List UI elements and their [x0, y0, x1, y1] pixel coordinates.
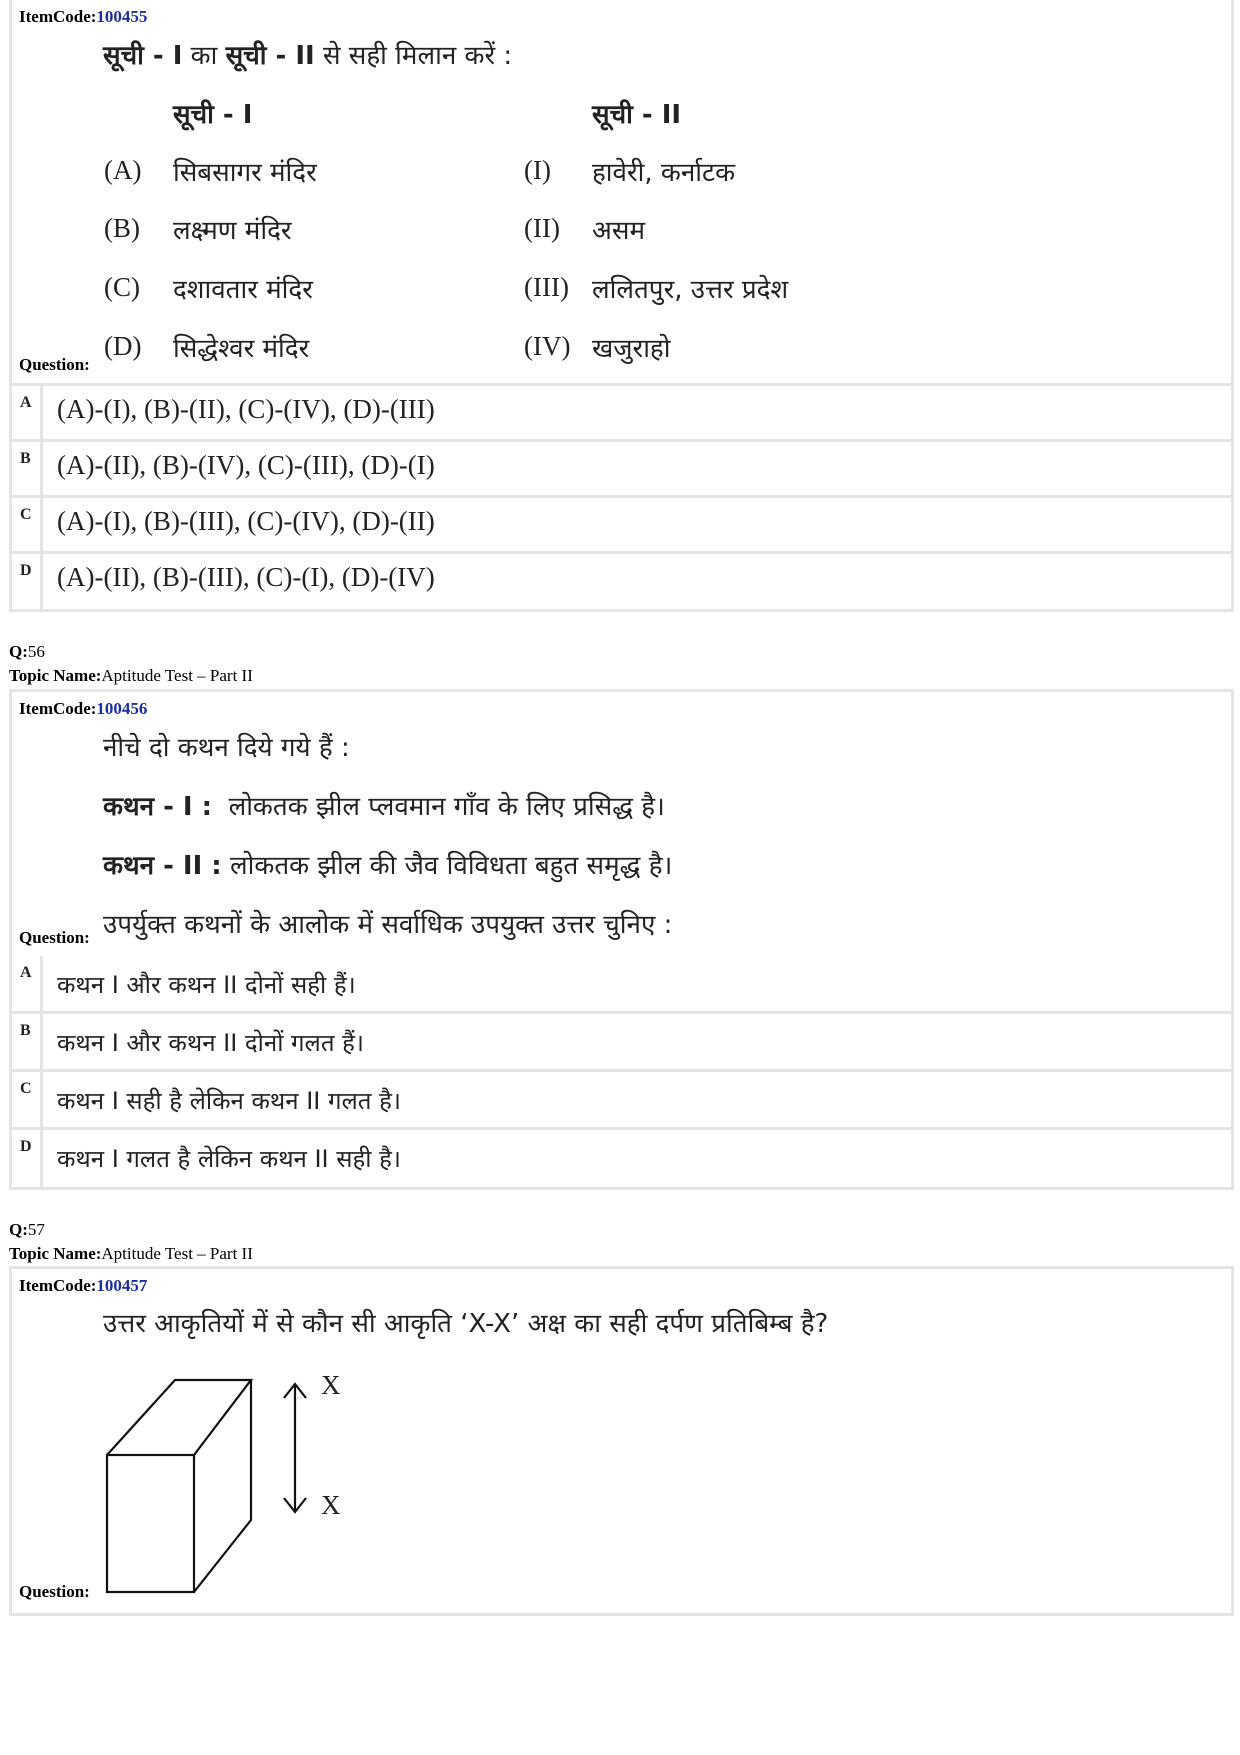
q55-list2-key: (III) — [524, 272, 569, 302]
q55-list2-text: ललितपुर, उत्तर प्रदेश — [592, 275, 789, 305]
q57-cuboid-figure — [95, 1370, 355, 1600]
option-text: (A)-(I), (B)-(II), (C)-(IV), (D)-(III) — [57, 394, 435, 424]
q56-item-code: ItemCode:100456 — [19, 699, 148, 718]
q56-statement-2: कथन - II : लोकतक झील की जैव विविधता बहुत समृद्ध है। — [103, 851, 673, 881]
cuboid-front-face — [107, 1455, 194, 1592]
q55-list1-text: सिद्धेश्वर मंदिर — [173, 334, 310, 364]
q55-list1-text: दशावतार मंदिर — [173, 275, 313, 305]
q55-list1-key: (D) — [104, 331, 142, 361]
option-text: कथन I और कथन II दोनों सही हैं। — [57, 971, 356, 999]
option-letter: D — [20, 562, 32, 579]
q57-axis-label-top: X — [321, 1370, 341, 1400]
q55-option-c[interactable] — [9, 498, 1234, 554]
q57-prompt: उत्तर आकृतियों में से कौन सी आकृति ‘X-X’ अक्ष का सही दर्पण प्रतिबिम्ब है? — [103, 1309, 829, 1339]
q55-list2-heading: सूची - II — [592, 100, 682, 130]
option-text: (A)-(II), (B)-(IV), (C)-(III), (D)-(I) — [57, 450, 435, 480]
cuboid-top-face — [107, 1380, 251, 1455]
q56-statement-1: कथन - I : लोकतक झील प्लवमान गाँव के लिए प्रसिद्ध है। — [103, 792, 665, 822]
q57-item-code: ItemCode:100457 — [19, 1276, 148, 1295]
option-letter: C — [20, 1080, 32, 1097]
q55-option-a[interactable] — [9, 386, 1234, 442]
option-divider — [40, 1072, 43, 1127]
q57-number: Q:57 — [9, 1220, 45, 1239]
q55-list2-text: खजुराहो — [592, 334, 671, 364]
option-text: कथन I और कथन II दोनों गलत हैं। — [57, 1029, 364, 1057]
q55-list1-key: (C) — [104, 272, 140, 302]
option-letter: A — [20, 964, 32, 981]
option-text: कथन I सही है लेकिन कथन II गलत है। — [57, 1087, 401, 1115]
option-divider — [40, 554, 43, 609]
q55-list2-text: असम — [592, 216, 645, 246]
q55-list2-text: हावेरी, कर्नाटक — [592, 158, 736, 188]
option-letter: D — [20, 1138, 32, 1155]
q57-question-label: Question: — [19, 1582, 90, 1601]
q55-list2-key: (IV) — [524, 331, 571, 361]
q56-question-label: Question: — [19, 928, 90, 947]
q55-list1-heading: सूची - I — [173, 100, 253, 130]
option-text: कथन I गलत है लेकिन कथन II सही है। — [57, 1145, 401, 1173]
option-divider — [40, 1130, 43, 1187]
option-letter: A — [20, 394, 32, 411]
q56-number: Q:56 — [9, 642, 45, 661]
cuboid-side-face — [194, 1380, 251, 1592]
option-letter: B — [20, 450, 31, 467]
q56-option-d[interactable] — [9, 1130, 1234, 1190]
q56-option-a[interactable] — [9, 956, 1234, 1014]
q55-list1-key: (A) — [104, 155, 142, 185]
option-divider — [40, 1014, 43, 1069]
option-text: (A)-(I), (B)-(III), (C)-(IV), (D)-(II) — [57, 506, 435, 536]
q56-option-c[interactable] — [9, 1072, 1234, 1130]
q55-list2-key: (II) — [524, 213, 560, 243]
q56-option-b[interactable] — [9, 1014, 1234, 1072]
q57-topic: Topic Name:Aptitude Test – Part II — [9, 1244, 253, 1263]
option-divider — [40, 386, 43, 439]
q57-axis-label-bottom: X — [321, 1490, 341, 1520]
q55-question-label: Question: — [19, 355, 90, 374]
q56-intro: नीचे दो कथन दिये गये हैं : — [103, 733, 350, 763]
q55-option-b[interactable] — [9, 442, 1234, 498]
q55-list1-text: लक्ष्मण मंदिर — [173, 216, 292, 246]
option-divider — [40, 956, 43, 1011]
option-divider — [40, 442, 43, 495]
q55-list1-key: (B) — [104, 213, 140, 243]
option-letter: C — [20, 506, 32, 523]
q55-instruction: सूची - I का सूची - II से सही मिलान करें : — [103, 41, 513, 71]
q55-list1-text: सिबसागर मंदिर — [173, 158, 317, 188]
option-letter: B — [20, 1022, 31, 1039]
option-text: (A)-(II), (B)-(III), (C)-(I), (D)-(IV) — [57, 562, 435, 592]
q56-topic: Topic Name:Aptitude Test – Part II — [9, 666, 253, 685]
option-divider — [40, 498, 43, 551]
q56-prompt: उपर्युक्त कथनों के आलोक में सर्वाधिक उपयुक्त उत्तर चुनिए : — [103, 910, 673, 940]
q55-list2-key: (I) — [524, 155, 551, 185]
q55-item-code: ItemCode:100455 — [19, 7, 148, 26]
q55-option-d[interactable] — [9, 554, 1234, 612]
